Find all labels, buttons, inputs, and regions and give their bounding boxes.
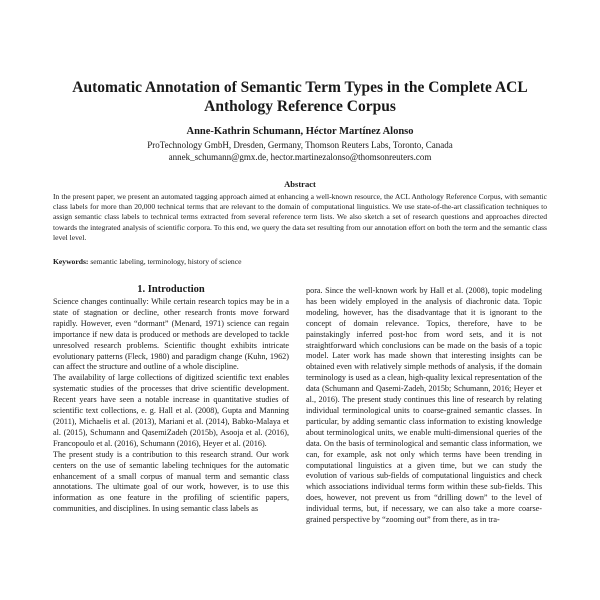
intro-paragraph-3: The present study is a contribution to this research strand. Our work centers on the use of semantic labeling techniques for the automatic enhancement of a small corpus of manual term and semantic class annotations. The ultimate goal of our work, however, is to use this information as one feature in the profiling of scientific papers, communities, and disciplines. In using semantic class labels as	[53, 449, 289, 514]
paper-title: Automatic Annotation of Semantic Term Types in the Complete ACL Anthology Reference Corpus	[72, 79, 528, 115]
left-column	[53, 297, 289, 597]
keywords-label: Keywords:	[53, 257, 89, 266]
intro-paragraph-1: Science changes continually: While certain research topics may be in a state of stagnation or decline, other research fronts move forward rapidly. However, even “dormant” (Menard, 1971) science can regain importance if new data is produced or methods are developed to tackle unresolved research problems. Scientific thought exhibits intricate evolutionary patterns (Fleck, 1980) and paradigm change (Kuhn, 1962) can affect the structure and outline of a whole discipline.	[53, 297, 289, 372]
intro-paragraph-2: The availability of large collections of digitized scientific text enables systematic studies of the processes that drive scientific development. Recent years have seen a notable increase in quantitative studies of scientific text collections, e. g. Hall et al. (2008), Gupta and Manning (2011), Michaelis et al. (2013), Mariani et al. (2014), Babko-Malaya et al. (2015), Schumann and QasemiZadeh (2015b), Asooja et al. (2016), Francopoulo et al. (2016), Schumann (2016), Heyer et al. (2016).	[53, 373, 289, 448]
paper-emails: annek_schumann@gmx.de, hector.martinezalonso@thomsonreuters.com	[168, 152, 432, 162]
keywords-line	[53, 257, 547, 267]
keywords-list: semantic labeling, terminology, history of science	[90, 257, 242, 266]
abstract-body: In the present paper, we present an automated tagging approach aimed at enhancing a well-known resource, the ACL Anthology Reference Corpus, with semantic class labels for more than 20,000 technical terms that are relevant to the domain of computational linguistics. We use state-of-the-art classification techniques to assign semantic class labels to technical terms extracted from several reference term lists. We also sketch a set of research questions and approaches directed towards the integrated analysis of scientific corpora. To this end, we query the data set resulting from our annotation effort on both the term and the semantic class level level.	[53, 192, 547, 242]
paper-affiliation: ProTechnology GmbH, Dresden, Germany, Thomson Reuters Labs, Toronto, Canada	[147, 140, 453, 150]
paper-authors: Anne-Kathrin Schumann, Héctor Martínez Alonso	[186, 126, 414, 137]
section-heading-introduction: 1. Introduction	[137, 284, 205, 295]
abstract-heading: Abstract	[284, 179, 316, 189]
right-paragraph-1: pora. Since the well-known work by Hall et al. (2008), topic modeling has been widely employed in the analysis of diachronic data. Topic modeling, however, has the disadvantage that it is ignorant to the concept of domain relevance. Topics, therefore, have to be painstakingly inferred post-hoc from word sets, and it is not straightforward which conclusions can be made on the basis of a topic model. Later work has made shown that interesting insights can be obtained even with relatively simple methods of analysis, if the domain terminology is used as a clean, high-quality lexical representation of the data (Schumann and Qasemi-Zadeh, 2015b; Schumann, 2016; Heyer et al., 2016). The present study continues this line of research by relating individual terminological units to coarse-grained semantic classes. In particular, by adding semantic class information to existing knowledge about terminological units, we enable multi-dimensional queries of the data. On the basis of terminological and semantic class information, we can, for example, ask not only which terms have been trending in computational linguistics at a given time, but we can study the evolution of various sub-fields of computational linguistics and check which associations individual terms form within these sub-fields. This does, however, not prevent us from “drilling down” to the level of individual terms, but, if necessary, we can also take a more coarse-grained perspective by “zooming out” from there, as in tra-	[306, 286, 542, 525]
right-column	[306, 286, 542, 598]
